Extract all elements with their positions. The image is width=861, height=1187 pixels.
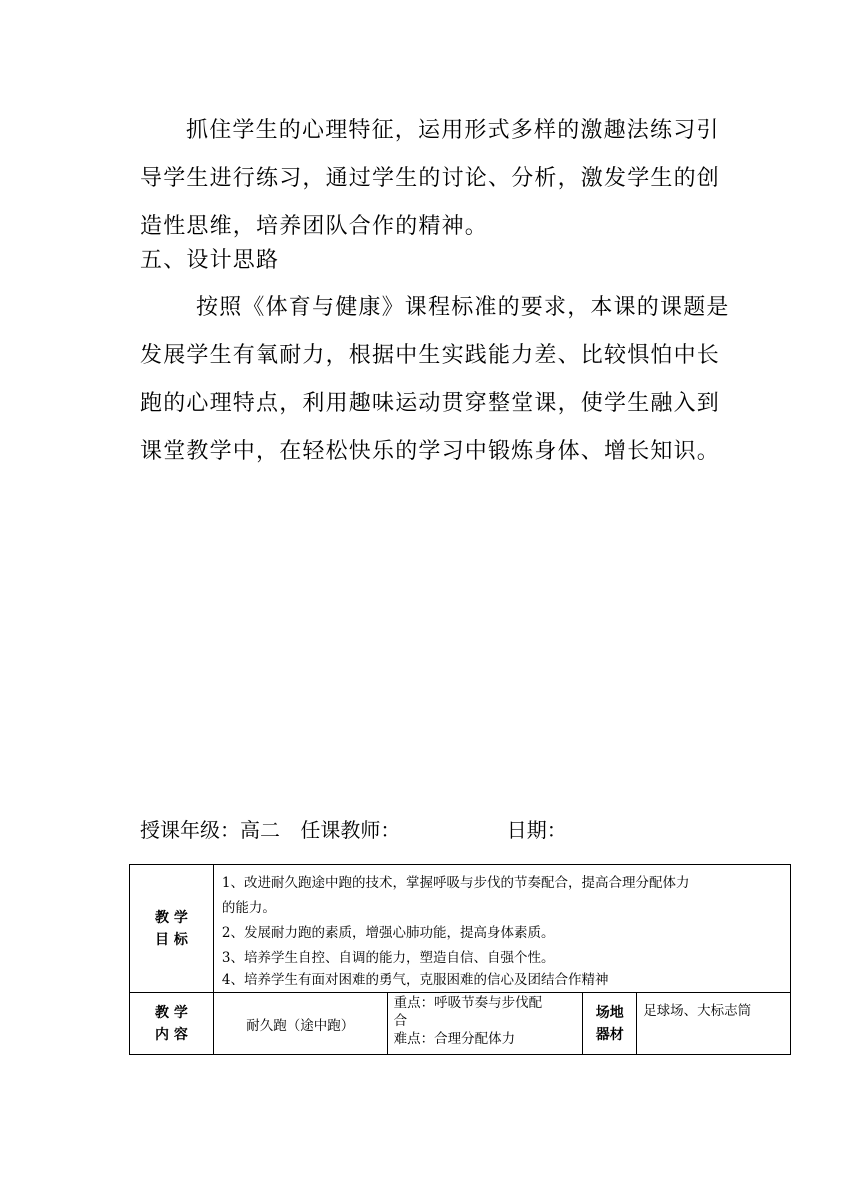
goals-label: 教 学 目 标 <box>130 865 214 993</box>
paragraph-line: 跑的心理特点，利用趣味运动贯穿整堂课，使学生融入到 <box>140 391 721 416</box>
content-label: 教 学 内 容 <box>130 993 214 1055</box>
focus-cell <box>387 993 583 1055</box>
section5-paragraph <box>140 284 730 476</box>
goal-line: 的能力。 <box>221 899 276 916</box>
paragraph-line: 发展学生有氧耐力，根据中生实践能力差、比较惧怕中长 <box>140 343 721 368</box>
teacher-label: 任课教师： <box>300 818 401 842</box>
goals-cell <box>213 865 790 993</box>
goal-line: 4、培养学生有面对困难的勇气，克服困难的信心及团结合作精神 <box>221 971 609 988</box>
lesson-table <box>129 864 791 1055</box>
focus-line: 重点：呼吸节奏与步伐配 <box>393 995 543 1011</box>
paragraph-line: 造性思维，培养团队合作的精神。 <box>140 214 489 239</box>
venue-label: 场地 器材 <box>583 993 637 1055</box>
focus-line: 合 <box>393 1013 408 1029</box>
content-row <box>130 993 791 1055</box>
paragraph-line: 导学生进行练习，通过学生的讨论、分析，激发学生的创 <box>140 166 721 191</box>
goal-line: 3、培养学生自控、自调的能力，塑造自信、自强个性。 <box>221 949 555 966</box>
grade-label: 授课年级：高二 <box>140 818 280 842</box>
content-value: 耐久跑（途中跑） <box>213 993 387 1055</box>
section4-paragraph <box>140 107 730 251</box>
focus-line: 难点：合理分配体力 <box>393 1031 516 1047</box>
paragraph-line: 课堂教学中，在轻松快乐的学习中锻炼身体、增长知识。 <box>140 439 721 464</box>
goal-line: 2、发展耐力跑的素质，增强心肺功能，提高身体素质。 <box>221 924 555 941</box>
paragraph-line: 抓住学生的心理特征，运用形式多样的激趣法练习引 <box>186 118 720 143</box>
goal-line: 1、改进耐久跑途中跑的技术，掌握呼吸与步伐的节奏配合，提高合理分配体力 <box>221 874 690 891</box>
venue-value: 足球场、大标志筒 <box>637 993 791 1055</box>
section5-heading: 五、设计思路 <box>140 248 280 273</box>
date-label: 日期： <box>506 818 567 842</box>
goals-row <box>130 865 791 993</box>
paragraph-line: 按照《体育与健康》课程标准的要求，本课的课题是 <box>196 295 730 320</box>
lesson-meta <box>140 814 567 843</box>
